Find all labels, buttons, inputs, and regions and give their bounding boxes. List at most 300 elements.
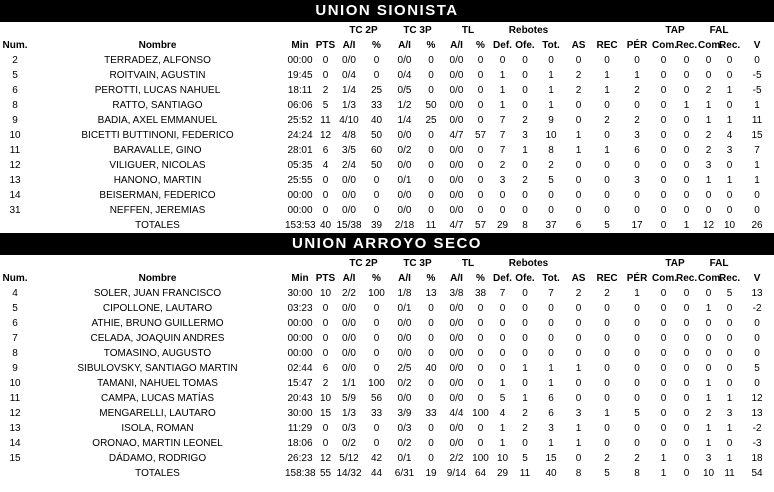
reb-ofe-cell: 0 (522, 190, 528, 201)
fal-rec-cell: 0 (726, 318, 733, 329)
reb-def-cell: 7 (499, 115, 506, 126)
tc3p-ai-cell: 0/0 (397, 333, 412, 344)
v-cell: 0 (754, 55, 760, 66)
reb-def-cell: 3 (499, 175, 506, 186)
player-number-cell: 8 (12, 348, 18, 359)
tap-com-cell: 0 (660, 160, 667, 171)
player-name-cell: ISOLA, ROMAN (121, 423, 194, 434)
tap-com-cell: 0 (660, 100, 667, 111)
reb-def-cell: 0 (499, 318, 506, 329)
per-cell: 1 (634, 70, 640, 81)
fal-rec-cell: 0 (726, 378, 733, 389)
tc3p-ai-cell: 0/1 (397, 453, 412, 464)
tap-rec-cell: 0 (683, 363, 690, 374)
points-cell: 0 (322, 438, 329, 449)
tc3p-ai-cell: 3/9 (397, 408, 412, 419)
tl-pct-cell: 0 (477, 55, 484, 66)
minutes-cell: 30:00 (287, 288, 313, 299)
reb-tot-cell: 6 (548, 393, 554, 404)
fal-com-cell: 0 (705, 318, 712, 329)
tl-pct-cell: 0 (477, 145, 484, 156)
col-group-rebotes: Rebotes (508, 25, 549, 36)
reb-def-cell: 7 (499, 288, 506, 299)
reb-ofe-cell: 1 (522, 145, 528, 156)
col-min: Min (291, 40, 309, 51)
tl-ai-cell: 0/0 (449, 378, 464, 389)
col-rec: REC (596, 273, 618, 284)
tc3p-ai-cell: 0/0 (397, 130, 412, 141)
tc2p-ai-cell: 0/0 (342, 190, 356, 201)
reb-tot-cell: 1 (548, 438, 554, 449)
tl-pct-cell: 0 (477, 318, 484, 329)
col-as: AS (571, 40, 586, 51)
fal-com-cell: 3 (705, 453, 712, 464)
fal-com-cell: 0 (705, 205, 712, 216)
tc3p-pct-cell: 0 (428, 348, 434, 359)
rec-cell: 2 (604, 453, 610, 464)
reb-ofe-cell: 1 (522, 393, 528, 404)
tl-pct-cell: 0 (477, 190, 484, 201)
fal-com-cell: 2 (705, 408, 712, 419)
player-row (0, 68, 774, 83)
tap-rec-cell: 0 (683, 190, 690, 201)
tl-pct-cell: 0 (477, 303, 484, 314)
reb-tot-cell: 10 (545, 130, 557, 141)
stats-table (0, 23, 774, 233)
tc2p-ai-cell: 3/5 (342, 145, 356, 156)
tl-ai-cell: 3/8 (449, 288, 464, 299)
points-cell: 2 (322, 85, 329, 96)
points-cell: 10 (319, 288, 332, 299)
player-name-cell: BARAVALLE, GINO (113, 145, 202, 156)
rec-cell: 0 (604, 438, 610, 449)
v-cell: 11 (751, 115, 763, 126)
as-cell: 2 (575, 85, 582, 96)
tap-com-cell: 0 (660, 348, 667, 359)
tc3p-pct-cell: 19 (425, 468, 437, 479)
col-group-fal: FAL (709, 25, 729, 36)
v-cell: 0 (754, 318, 760, 329)
col-min: Min (291, 273, 309, 284)
tc3p-ai-cell: 0/1 (397, 303, 412, 314)
tl-pct-cell: 0 (477, 378, 484, 389)
reb-def-cell: 0 (499, 205, 506, 216)
tap-rec-cell: 0 (683, 393, 690, 404)
tap-com-cell: 0 (660, 85, 667, 96)
player-row (0, 98, 774, 113)
v-cell: -5 (752, 85, 762, 96)
col-tl-ai: A/I (450, 273, 463, 284)
points-cell: 40 (319, 220, 332, 231)
player-name-cell: BADIA, AXEL EMMANUEL (97, 115, 218, 126)
rec-cell: 1 (604, 408, 610, 419)
reb-def-cell: 7 (499, 130, 506, 141)
col-nombre: Nombre (138, 273, 177, 284)
tc2p-ai-cell: 0/0 (342, 303, 356, 314)
fal-com-cell: 2 (705, 145, 712, 156)
tap-rec-cell: 0 (683, 423, 690, 434)
player-row (0, 173, 774, 188)
tc2p-pct-cell: 0 (373, 205, 380, 216)
reb-ofe-cell: 0 (522, 205, 528, 216)
as-cell: 0 (575, 318, 582, 329)
per-cell: 0 (634, 438, 640, 449)
v-cell: 0 (754, 348, 760, 359)
player-number-cell: 31 (9, 205, 21, 216)
points-cell: 2 (322, 378, 329, 389)
tap-com-cell: 0 (660, 363, 667, 374)
player-number-cell (0, 218, 30, 233)
tc2p-pct-cell: 0 (373, 318, 380, 329)
reb-tot-cell: 15 (545, 453, 557, 464)
minutes-cell: 158:38 (285, 468, 316, 479)
tc3p-pct-cell: 0 (428, 378, 434, 389)
v-cell: -2 (752, 423, 762, 434)
fal-rec-cell: 0 (726, 70, 733, 81)
tl-pct-cell: 100 (472, 453, 489, 464)
fal-rec-cell: 3 (726, 408, 733, 419)
tap-com-cell: 0 (660, 205, 667, 216)
tap-com-cell: 1 (660, 468, 667, 479)
fal-rec-cell: 0 (726, 303, 733, 314)
col-reb-ofe: Ofe. (515, 273, 535, 284)
rec-cell: 0 (604, 160, 610, 171)
per-cell: 1 (634, 288, 640, 299)
v-cell: 12 (751, 393, 763, 404)
rec-cell: 1 (604, 70, 610, 81)
tap-com-cell: 0 (660, 303, 667, 314)
tap-rec-cell: 0 (683, 288, 690, 299)
points-cell: 5 (322, 100, 329, 111)
col-tc3p-pct: % (426, 40, 436, 51)
v-cell: -2 (752, 303, 762, 314)
v-cell: 1 (754, 100, 760, 111)
group-spacer (740, 256, 774, 271)
tc2p-ai-cell: 0/0 (342, 318, 356, 329)
points-cell: 0 (322, 205, 329, 216)
reb-def-cell: 0 (499, 363, 506, 374)
fal-rec-cell: 1 (726, 393, 733, 404)
per-cell: 3 (634, 175, 640, 186)
minutes-cell: 25:55 (287, 175, 313, 186)
minutes-cell: 06:06 (287, 100, 313, 111)
col-per: PÉR (626, 273, 648, 284)
player-row (0, 436, 774, 451)
col-reb-def: Def. (493, 273, 512, 284)
player-name-cell: ROITVAIN, AGUSTIN (109, 70, 206, 81)
tc2p-pct-cell: 0 (373, 333, 380, 344)
tap-rec-cell: 0 (683, 130, 690, 141)
col-rec: REC (596, 40, 618, 51)
reb-tot-cell: 5 (548, 175, 554, 186)
tc3p-ai-cell: 0/0 (397, 393, 412, 404)
reb-ofe-cell: 8 (522, 220, 528, 231)
reb-ofe-cell: 11 (519, 468, 531, 479)
reb-def-cell: 10 (496, 453, 509, 464)
player-name-cell: TOMASINO, AUGUSTO (103, 348, 212, 359)
rec-cell: 0 (604, 175, 610, 186)
player-number-cell: 8 (12, 100, 18, 111)
tc2p-ai-cell: 0/0 (342, 175, 356, 186)
col-reb-ofe: Ofe. (515, 40, 535, 51)
fal-rec-cell: 0 (726, 363, 733, 374)
totals-label-cell: TOTALES (135, 468, 180, 479)
tl-ai-cell: 4/4 (449, 408, 464, 419)
minutes-cell: 00:00 (287, 318, 313, 329)
fal-com-cell: 0 (705, 70, 712, 81)
tl-ai-cell: 4/7 (449, 130, 464, 141)
fal-rec-cell: 1 (726, 85, 733, 96)
col-tc2p-ai: A/I (342, 40, 356, 51)
col-group-tc2p: TC 2P (349, 25, 378, 36)
tc2p-pct-cell: 0 (373, 438, 380, 449)
player-name-cell: ATHIE, BRUNO GUILLERMO (91, 318, 224, 329)
as-cell: 1 (575, 363, 582, 374)
tc3p-pct-cell: 0 (428, 393, 434, 404)
tc2p-ai-cell: 4/10 (339, 115, 359, 126)
col-tc2p-pct: % (372, 40, 381, 51)
reb-def-cell: 1 (499, 378, 506, 389)
reb-ofe-cell: 0 (522, 318, 528, 329)
player-name-cell: TAMANI, NAHUEL TOMAS (97, 378, 218, 389)
rec-cell: 0 (604, 100, 610, 111)
reb-tot-cell: 2 (548, 160, 554, 171)
tl-pct-cell: 64 (474, 468, 487, 479)
reb-def-cell: 1 (499, 438, 506, 449)
as-cell: 0 (575, 303, 582, 314)
reb-tot-cell: 1 (548, 378, 554, 389)
tap-rec-cell: 0 (683, 115, 690, 126)
points-cell: 0 (322, 70, 329, 81)
per-cell: 0 (634, 318, 640, 329)
tap-com-cell: 0 (660, 220, 667, 231)
tl-ai-cell: 0/0 (449, 100, 464, 111)
tl-ai-cell: 0/0 (449, 85, 464, 96)
reb-tot-cell: 0 (548, 55, 554, 66)
tc3p-ai-cell: 0/0 (397, 190, 412, 201)
minutes-cell: 05:35 (287, 160, 313, 171)
col-nombre: Nombre (138, 40, 177, 51)
tap-rec-cell: 0 (683, 453, 690, 464)
player-row (0, 113, 774, 128)
rec-cell: 5 (604, 468, 610, 479)
per-cell: 17 (631, 220, 643, 231)
tap-rec-cell: 0 (683, 205, 690, 216)
tl-pct-cell: 57 (474, 130, 487, 141)
tc2p-ai-cell: 5/9 (342, 393, 356, 404)
player-row (0, 53, 774, 68)
tc3p-pct-cell: 33 (425, 408, 437, 419)
fal-com-cell: 1 (705, 303, 712, 314)
player-number-cell: 9 (12, 363, 18, 374)
col-group-tc2p: TC 2P (349, 258, 378, 269)
player-name-cell: TERRADEZ, ALFONSO (104, 55, 211, 66)
col-pts: PTS (315, 40, 336, 51)
reb-tot-cell: 37 (545, 220, 557, 231)
tc2p-pct-cell: 0 (373, 70, 380, 81)
tap-rec-cell: 0 (683, 318, 690, 329)
tl-pct-cell: 0 (477, 393, 484, 404)
tc2p-pct-cell: 0 (373, 175, 380, 186)
reb-tot-cell: 1 (548, 363, 554, 374)
v-cell: 26 (751, 220, 763, 231)
tap-com-cell: 1 (660, 453, 667, 464)
tc2p-pct-cell: 0 (373, 348, 380, 359)
tap-rec-cell: 0 (683, 408, 690, 419)
tc3p-pct-cell: 40 (425, 363, 437, 374)
col-num: Num. (2, 273, 28, 284)
tc2p-ai-cell: 1/4 (342, 85, 356, 96)
fal-rec-cell: 1 (726, 453, 733, 464)
player-name-cell: DÁDAMO, RODRIGO (108, 453, 207, 464)
group-header-row (0, 256, 774, 271)
sub-header-row (0, 38, 774, 53)
col-v: V (753, 273, 761, 284)
col-tl-pct: % (476, 273, 485, 284)
tc2p-ai-cell: 4/8 (342, 130, 356, 141)
group-spacer (0, 256, 336, 271)
player-row (0, 158, 774, 173)
reb-tot-cell: 1 (548, 100, 554, 111)
fal-com-cell: 0 (705, 55, 712, 66)
reb-ofe-cell: 0 (522, 100, 528, 111)
minutes-cell: 30:00 (287, 408, 313, 419)
tap-com-cell: 0 (660, 70, 667, 81)
player-row (0, 188, 774, 203)
tc2p-pct-cell: 100 (368, 288, 385, 299)
points-cell: 0 (322, 333, 329, 344)
reb-tot-cell: 0 (548, 205, 554, 216)
col-tl-pct: % (476, 40, 485, 51)
fal-rec-cell: 0 (726, 190, 733, 201)
per-cell: 0 (634, 348, 640, 359)
col-tc3p-ai: A/I (398, 273, 411, 284)
tl-pct-cell: 0 (477, 100, 484, 111)
v-cell: 13 (751, 288, 763, 299)
player-number-cell: 15 (9, 453, 21, 464)
col-num: Num. (2, 40, 28, 51)
fal-rec-cell: 0 (726, 160, 733, 171)
reb-def-cell: 0 (499, 348, 506, 359)
minutes-cell: 153:53 (285, 220, 316, 231)
tap-rec-cell: 0 (683, 85, 690, 96)
tap-com-cell: 0 (660, 190, 667, 201)
rec-cell: 0 (604, 393, 610, 404)
player-row (0, 376, 774, 391)
tl-pct-cell: 0 (477, 333, 484, 344)
player-number-cell: 11 (9, 393, 21, 404)
v-cell: 0 (754, 333, 760, 344)
tc2p-ai-cell: 1/3 (342, 100, 356, 111)
tc2p-pct-cell: 0 (373, 55, 380, 66)
as-cell: 0 (575, 160, 582, 171)
minutes-cell: 20:43 (287, 393, 313, 404)
col-reb-def: Def. (493, 40, 512, 51)
tap-rec-cell: 0 (683, 55, 690, 66)
col-tl-ai: A/I (450, 40, 463, 51)
tap-com-cell: 0 (660, 333, 667, 344)
as-cell: 1 (575, 130, 582, 141)
fal-com-cell: 0 (705, 363, 712, 374)
points-cell: 0 (322, 303, 329, 314)
player-number-cell: 4 (12, 288, 18, 299)
points-cell: 12 (319, 130, 332, 141)
v-cell: 18 (751, 453, 763, 464)
player-number-cell: 6 (12, 85, 18, 96)
sub-header-row (0, 271, 774, 286)
per-cell: 0 (634, 393, 640, 404)
col-group-tap: TAP (665, 25, 685, 36)
team-title-bar (0, 233, 774, 255)
tap-rec-cell: 0 (683, 438, 690, 449)
tap-rec-cell: 1 (683, 100, 690, 111)
reb-tot-cell: 9 (548, 115, 554, 126)
tc2p-ai-cell: 0/2 (342, 438, 356, 449)
tl-ai-cell: 9/14 (446, 468, 467, 479)
player-name-cell: BICETTI BUTTINONI, FEDERICO (81, 130, 234, 141)
as-cell: 0 (575, 348, 582, 359)
tap-rec-cell: 0 (683, 175, 690, 186)
fal-com-cell: 1 (705, 115, 712, 126)
player-name-cell: SIBULOVSKY, SANTIAGO MARTIN (77, 363, 238, 374)
fal-rec-cell: 0 (726, 100, 733, 111)
col-tc3p-pct: % (426, 273, 436, 284)
tap-com-cell: 0 (660, 115, 667, 126)
tap-com-cell: 0 (660, 288, 667, 299)
v-cell: 54 (751, 468, 763, 479)
v-cell: 7 (754, 145, 760, 156)
col-v: V (753, 40, 761, 51)
reb-def-cell: 7 (499, 145, 506, 156)
player-name-cell: RATTO, SANTIAGO (112, 100, 203, 111)
tl-pct-cell: 0 (477, 115, 484, 126)
tl-ai-cell: 0/0 (449, 363, 464, 374)
per-cell: 0 (634, 378, 640, 389)
points-cell: 55 (319, 468, 332, 479)
v-cell: -3 (752, 438, 762, 449)
points-cell: 10 (319, 393, 332, 404)
tc3p-pct-cell: 11 (425, 220, 437, 231)
fal-rec-cell: 0 (726, 438, 733, 449)
tl-ai-cell: 2/2 (449, 453, 464, 464)
points-cell: 0 (322, 423, 329, 434)
tl-pct-cell: 38 (474, 288, 487, 299)
tc3p-pct-cell: 0 (428, 318, 434, 329)
tl-ai-cell: 0/0 (449, 190, 464, 201)
reb-ofe-cell: 0 (522, 288, 528, 299)
player-row (0, 316, 774, 331)
tl-pct-cell: 0 (477, 423, 484, 434)
fal-com-cell: 0 (705, 288, 712, 299)
minutes-cell: 00:00 (287, 55, 313, 66)
points-cell: 0 (322, 190, 329, 201)
points-cell: 12 (319, 453, 332, 464)
col-tap-com: Com. (652, 273, 678, 284)
tl-ai-cell: 0/0 (449, 70, 464, 81)
tc2p-pct-cell: 0 (373, 363, 380, 374)
tc3p-ai-cell: 1/2 (397, 100, 412, 111)
per-cell: 0 (634, 303, 640, 314)
group-spacer (565, 23, 652, 38)
minutes-cell: 00:00 (287, 190, 313, 201)
tc2p-ai-cell: 15/38 (336, 220, 362, 231)
minutes-cell: 00:00 (287, 348, 313, 359)
fal-rec-cell: 5 (726, 288, 733, 299)
col-tap-com: Com. (652, 40, 678, 51)
tc3p-pct-cell: 0 (428, 438, 434, 449)
tc3p-pct-cell: 0 (428, 160, 434, 171)
reb-tot-cell: 7 (548, 288, 554, 299)
